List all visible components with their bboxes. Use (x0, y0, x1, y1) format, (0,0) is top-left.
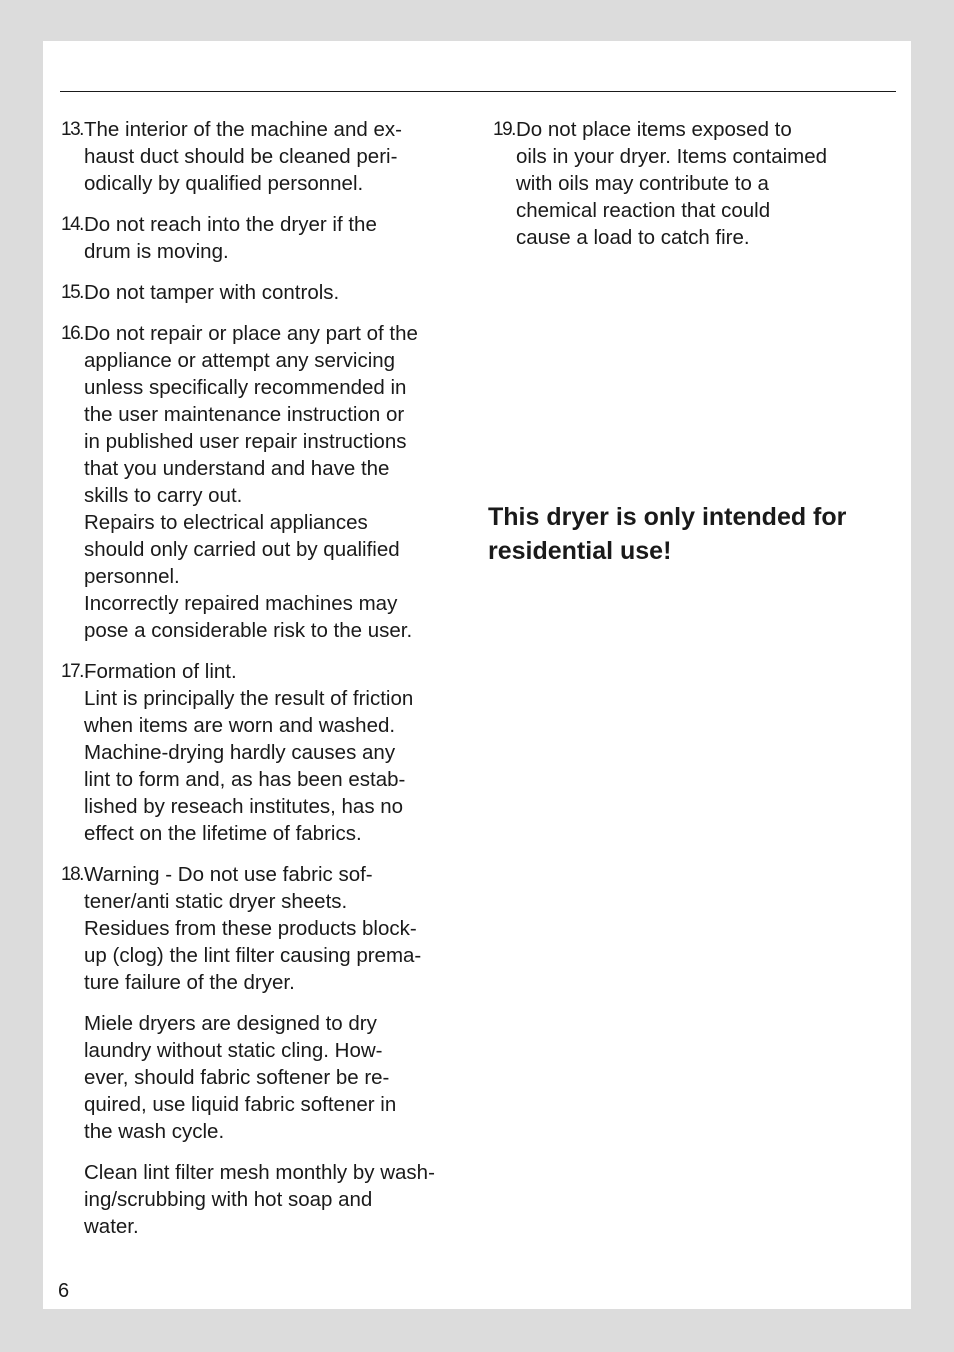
item-number: 17. (61, 661, 83, 682)
text-line: lished by reseach institutes, has no (84, 795, 404, 818)
text-line: pose a considerable risk to the user. (84, 619, 413, 642)
text-line: Do not repair or place any part of the (84, 322, 418, 345)
item-number: 18. (61, 864, 83, 885)
text-line: Clean lint filter mesh monthly by wash- (84, 1161, 435, 1184)
text-line: in published user repair instructions (84, 430, 407, 453)
fabric-softener-note (61, 1010, 476, 1145)
text-line: chemical reaction that could (516, 199, 771, 222)
list-item-14 (61, 211, 476, 265)
text-line: that you understand and have the (84, 457, 390, 480)
text-line: Do not reach into the dryer if the (84, 213, 377, 236)
header-rule (60, 91, 896, 92)
item-number: 15. (61, 282, 83, 303)
text-line: ever, should fabric softener be re- (84, 1066, 390, 1089)
text-line: Formation of lint. (84, 660, 237, 683)
text-line: ing/scrubbing with hot soap and (84, 1188, 373, 1211)
item-text (84, 116, 476, 197)
item-number: 13. (61, 119, 83, 140)
text-line: water. (84, 1215, 139, 1238)
list-item-16 (61, 320, 476, 644)
text-line: when items are worn and washed. (84, 714, 396, 737)
text-line: lint to form and, as has been estab- (84, 768, 406, 791)
item-text (84, 861, 476, 996)
text-line: unless specifically recommended in (84, 376, 407, 399)
item-text (84, 658, 476, 847)
item-text (84, 279, 476, 306)
text-line: skills to carry out. (84, 484, 243, 507)
text-line: the user maintenance instruction or (84, 403, 405, 426)
text-line: Machine-drying hardly causes any (84, 741, 396, 764)
left-column (61, 116, 476, 1254)
text-line: Repairs to electrical appliances (84, 511, 368, 534)
item-text (84, 211, 476, 265)
text-line: laundry without static cling. How- (84, 1039, 383, 1062)
notice-line: This dryer is only intended for (488, 503, 847, 531)
text-line: Warning - Do not use fabric sof- (84, 863, 373, 886)
notice-line: residential use! (488, 537, 672, 565)
text-line: with oils may contribute to a (516, 172, 769, 195)
text-line: the wash cycle. (84, 1120, 225, 1143)
text-line: quired, use liquid fabric softener in (84, 1093, 397, 1116)
list-item-13 (61, 116, 476, 197)
text-line: haust duct should be cleaned peri- (84, 145, 398, 168)
text-line: ture failure of the dryer. (84, 971, 295, 994)
text-line: Incorrectly repaired machines may (84, 592, 398, 615)
text-line: cause a load to catch fire. (516, 226, 750, 249)
text-line: drum is moving. (84, 240, 229, 263)
manual-page (43, 41, 911, 1309)
list-item-18 (61, 861, 476, 996)
right-column (493, 116, 883, 265)
text-line: effect on the lifetime of fabrics. (84, 822, 362, 845)
text-line: personnel. (84, 565, 180, 588)
text-line: oils in your dryer. Items contaimed (516, 145, 828, 168)
text-line: should only carried out by qualified (84, 538, 400, 561)
item-number: 19. (493, 119, 515, 140)
item-number: 16. (61, 323, 83, 344)
text-line: The interior of the machine and ex- (84, 118, 402, 141)
text-line: odically by qualified personnel. (84, 172, 364, 195)
list-item-17 (61, 658, 476, 847)
text-line: Miele dryers are designed to dry (84, 1012, 377, 1035)
item-text (84, 320, 476, 644)
text-line: Lint is principally the result of friction (84, 687, 414, 710)
text-line: Do not tamper with controls. (84, 281, 340, 304)
residential-use-notice (488, 500, 888, 568)
lint-filter-note (61, 1159, 476, 1240)
text-line: tener/anti static dryer sheets. (84, 890, 348, 913)
list-item-19 (493, 116, 883, 251)
text-line: appliance or attempt any servicing (84, 349, 396, 372)
text-line: Do not place items exposed to (516, 118, 792, 141)
text-line: Residues from these products block- (84, 917, 417, 940)
page-number: 6 (58, 1280, 70, 1302)
item-number: 14. (61, 214, 83, 235)
list-item-15 (61, 279, 476, 306)
text-line: up (clog) the lint filter causing prema- (84, 944, 422, 967)
item-text (516, 116, 883, 251)
